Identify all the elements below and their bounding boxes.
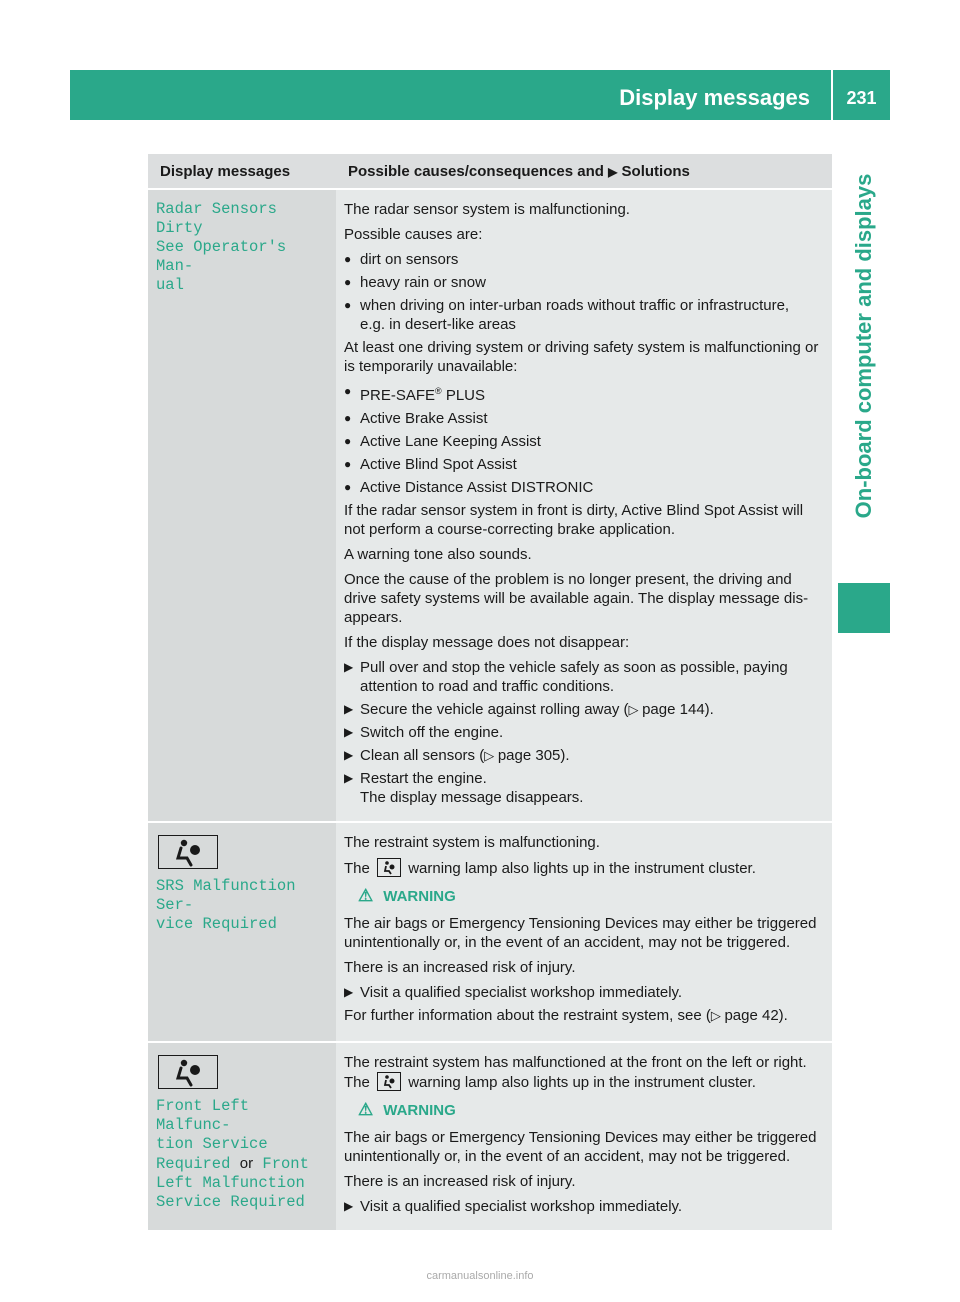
step-item: ▶ Visit a qualified specialist workshop immediately. <box>344 1198 683 1215</box>
causes-cell: The restraint system is malfunctioning. The warning lamp also lights up in the instrument cluster. ⚠ WARNING The air bags or Emergency Tensioning Devices may either be triggered unintentionally or, in the event of an accident, may not be triggered. There is an increased risk of injury. ▶ Visit a qualified specialist workshop immediately. For further information about the restraint system, see (▷ page 42). <box>336 822 832 1042</box>
page-number: 231 <box>846 88 877 108</box>
watermark: carmanualsonline.info <box>426 1270 534 1282</box>
message-cell <box>148 189 336 822</box>
message-cell <box>148 1042 336 1230</box>
page-ref-icon: ▷ <box>484 748 498 763</box>
display-message: SRS Malfunction Ser‑ vice Required <box>156 877 296 933</box>
list-item: ● heavy rain or snow <box>344 274 486 291</box>
chapter-label: On-board computer and displays <box>851 173 876 519</box>
table-row <box>148 1042 832 1230</box>
chapter-marker <box>838 583 890 633</box>
list-item: ● Active Lane Keeping Assist <box>344 433 541 450</box>
warning-heading: ⚠ WARNING <box>358 886 456 905</box>
warning-heading: ⚠ WARNING <box>358 1100 456 1119</box>
page-header <box>70 70 890 120</box>
table-row <box>148 189 832 822</box>
step-item: ▶ Visit a qualified specialist workshop immediately. <box>344 984 683 1001</box>
causes-cell: The restraint system has malfunctioned at the front on the left or right. The warning lamp also lights up in the instrument cluster. ⚠ WARNING The air bags or Emergency Tensioning Devices may either be triggered unintentionally or, in the event of an accident, may not be triggered. There is an increased risk of injury. ▶ Visit a qualified specialist workshop immediately. <box>336 1042 832 1230</box>
list-item: ● when driving on inter-urban roads without traffic or infrastructure, e.g. in desert-like areas <box>344 297 790 333</box>
airbag-warning-icon <box>158 835 218 869</box>
list-item: ● dirt on sensors <box>344 251 459 268</box>
solution-arrow-icon: ▶ <box>608 165 618 179</box>
page-ref-icon: ▷ <box>710 1008 725 1023</box>
airbag-lamp-icon <box>377 858 401 877</box>
table-row <box>148 822 832 1042</box>
page-ref-icon: ▷ <box>628 702 643 717</box>
list-item: ● PRE-SAFE® PLUS <box>344 384 486 404</box>
warning-triangle-icon: ⚠ <box>358 886 374 905</box>
step-item: ▶ Clean all sensors (▷ page 305). <box>344 747 570 764</box>
message-cell <box>148 822 336 1042</box>
display-messages-table <box>148 154 832 1230</box>
step-item: ▶ Pull over and stop the vehicle safely as soon as possible, paying attention to road and traffic conditions. <box>344 659 788 695</box>
list-item: ● Active Brake Assist <box>344 410 488 427</box>
display-message: Front Left Malfunc‑ tion Service Required or Front Left Malfunction Service Required <box>156 1097 309 1211</box>
list-item: ● Active Blind Spot Assist <box>344 456 517 473</box>
list-item: ● Active Distance Assist DISTRONIC <box>344 479 594 496</box>
step-item: ▶ Restart the engine. The display message disappears. <box>344 770 584 806</box>
page-title: Display messages <box>619 85 810 110</box>
warning-triangle-icon: ⚠ <box>358 1100 374 1119</box>
step-item: ▶ Secure the vehicle against rolling away (▷ page 144). <box>344 701 714 718</box>
column-header-messages: Display messages <box>148 154 336 189</box>
table-header-row <box>148 154 832 189</box>
airbag-warning-icon <box>158 1055 218 1089</box>
airbag-lamp-icon <box>377 1072 401 1091</box>
causes-cell: The radar sensor system is malfunctioning. Possible causes are: ● dirt on sensors ● heavy rain or snow ● when driving on inter-urban roads without traffic or infrastructure, e.g. in desert-like areas At least one driving system or driving safety system is malfunctioning or is temporarily unavailable: ● PRE-SAFE® PLUS ● Active Brake Assist ● Active Lane Keeping Assist ● Active Blind Spot Assist ● Active Distance Assist DISTRONIC If the radar sensor system in front is dirty, Active Blind Spot Assist will not perform a course-correcting brake application. A warning tone also sounds. Once the cause of the problem is no longer present, the driving and drive safety systems will be available again. The display message dis-appears. If the display message does not disappear: ▶ Pull over and stop the vehicle safely as soon as possible, paying attention to road and traffic conditions. ▶ Secure the vehicle against rolling away (▷ page 144). ▶ Switch off the engine. ▶ Clean all sensors (▷ page 305). ▶ Restart the engine. The display message disappears. <box>336 189 832 822</box>
step-item: ▶ Switch off the engine. <box>344 724 504 741</box>
column-header-causes: Possible causes/consequences and ▶ Solutions <box>336 154 832 189</box>
display-message: Radar Sensors Dirty See Operator's Man‑ ual <box>156 200 287 294</box>
